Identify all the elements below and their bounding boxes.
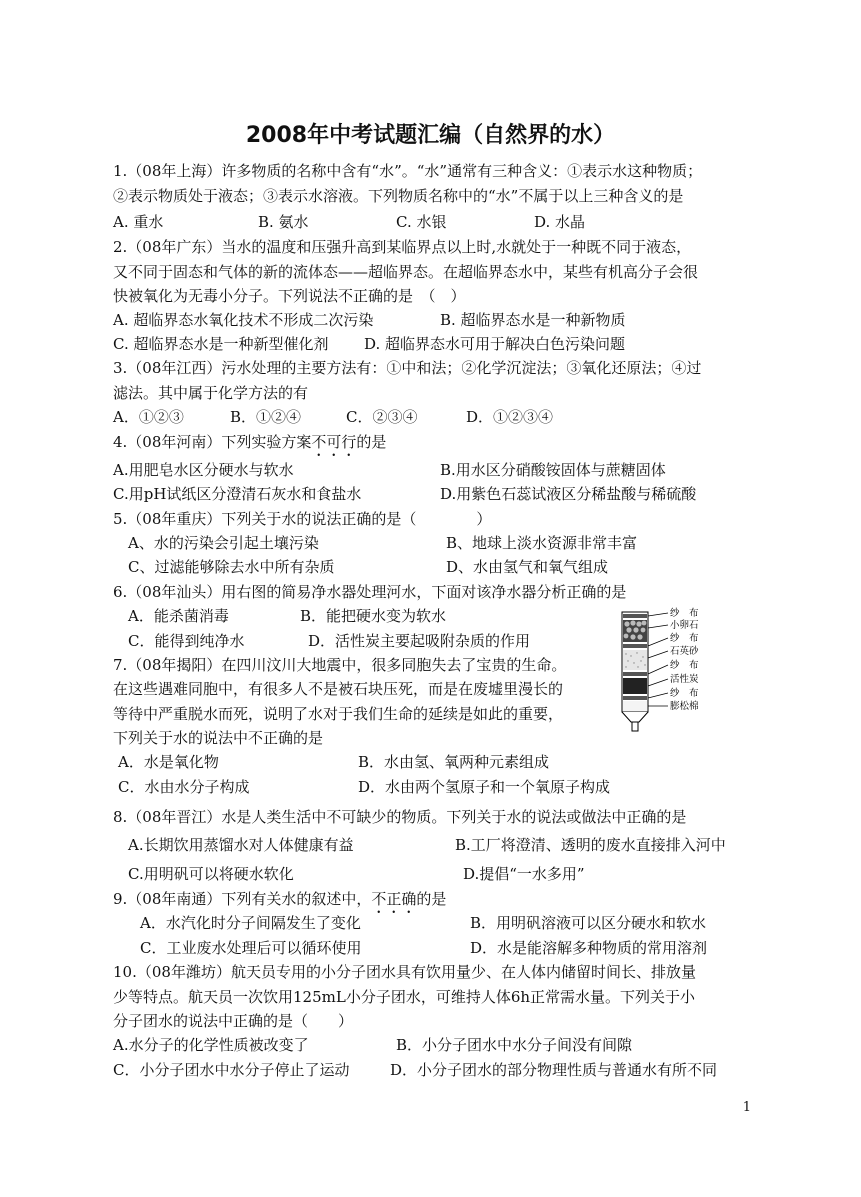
q1-option-c: C. 水银 xyxy=(396,213,447,231)
q4-stem-post: 的是 xyxy=(356,433,387,451)
gauze-layer-3 xyxy=(623,672,647,676)
q10-option-a: A.水分子的化学性质被改变了 xyxy=(113,1036,309,1054)
q6-option-a: A．能杀菌消毒 xyxy=(128,607,229,625)
figure-label-8: 膨松棉 xyxy=(670,701,699,712)
q10-stem-line-2: 少等特点。航天员一次饮用125mL小分子团水，可维持人体6h正常需水量。下列关于小 xyxy=(113,988,696,1006)
q8-stem: 8.（08年晋江）水是人类生活中不可缺少的物质。下列关于水的说法或做法中正确的是 xyxy=(113,808,687,826)
q1-option-a: A. 重水 xyxy=(113,213,164,231)
q8-option-d: D.提倡“一水多用” xyxy=(463,865,585,883)
q7-option-d: D．水由两个氢原子和一个氧原子构成 xyxy=(358,778,611,796)
q10-option-b: B．小分子团水中水分子间没有间隙 xyxy=(396,1036,633,1054)
q10-option-c: C．小分子团水中水分子停止了运动 xyxy=(113,1061,350,1079)
q1-option-b: B. 氨水 xyxy=(258,213,309,231)
q2-option-a: A. 超临界态水氧化技术不形成二次污染 xyxy=(113,311,374,329)
q7-stem-line-1: 7.（08年揭阳）在四川汶川大地震中，很多同胞失去了宝贵的生命。 xyxy=(113,656,567,674)
figure-label-5: 纱 布 xyxy=(670,660,699,671)
q4-option-a: A.用肥皂水区分硬水与软水 xyxy=(113,461,294,479)
q9-stem-pre: 9.（08年南通）下列有关水的叙述中， xyxy=(113,890,372,908)
q4-stem-emphasis: 不可行 xyxy=(311,433,357,451)
q3-option-b: B．①②④ xyxy=(230,408,302,426)
q2-option-c: C. 超临界态水是一种新型催化剂 xyxy=(113,335,329,353)
q3-stem-line-1: 3.（08年江西）污水处理的主要方法有：①中和法；②化学沉淀法；③氧化还原法；④过 xyxy=(113,359,702,377)
q5-option-c: C、过滤能够除去水中所有杂质 xyxy=(128,558,335,576)
q4-option-b: B.用水区分硝酸铵固体与蔗糖固体 xyxy=(440,461,666,479)
q2-option-d: D. 超临界态水可用于解决白色污染问题 xyxy=(364,335,626,353)
q4-option-c: C.用pH试纸区分澄清石灰水和食盐水 xyxy=(113,485,362,503)
q6-option-b: B．能把硬水变为软水 xyxy=(300,607,447,625)
q7-stem-line-3: 等待中严重脱水而死，说明了水对于我们生命的延续是如此的重要， xyxy=(113,705,564,723)
q9-option-a: A．水汽化时分子间隔发生了变化 xyxy=(140,914,361,932)
q7-option-a: A．水是氧化物 xyxy=(118,753,219,771)
q1-stem-line-1: 1.（08年上海）许多物质的名称中含有“水”。“水”通常有三种含义：①表示水这种物质； xyxy=(113,162,703,180)
outlet-tube xyxy=(632,722,638,731)
q4-stem-pre: 4.（08年河南）下列实验方案 xyxy=(113,433,312,451)
q6-option-c: C．能得到纯净水 xyxy=(128,632,245,650)
q3-option-c: C．②③④ xyxy=(346,408,418,426)
q10-stem-line-1: 10.（08年潍坊）航天员专用的小分子团水具有饮用量少、在人体内储留时间长、排放量 xyxy=(113,963,696,981)
q5-stem: 5.（08年重庆）下列关于水的说法正确的是（ ） xyxy=(113,510,492,528)
q1-stem-line-2: ②表示物质处于液态；③表示水溶液。下列物质名称中的“水”不属于以上三种含义的是 xyxy=(113,187,684,205)
q9-stem-post: 的是 xyxy=(416,890,447,908)
q7-option-c: C．水由水分子构成 xyxy=(118,778,250,796)
figure-label-3: 纱 布 xyxy=(670,633,699,644)
q3-option-d: D．①②③④ xyxy=(466,408,554,426)
q4-option-d: D.用紫色石蕊试液区分稀盐酸与稀硫酸 xyxy=(440,485,697,503)
activated-carbon-layer xyxy=(623,678,647,694)
q5-option-d: D、水由氢气和氧气组成 xyxy=(446,558,609,576)
q9-option-b: B．用明矾溶液可以区分硬水和软水 xyxy=(470,914,707,932)
q7-stem-line-4: 下列关于水的说法中不正确的是 xyxy=(113,729,324,747)
figure-label-2: 小卵石 xyxy=(670,620,699,631)
leader-lines xyxy=(648,613,668,706)
gauze-layer-4 xyxy=(623,696,647,700)
q5-option-a: A、水的污染会引起土壤污染 xyxy=(128,534,319,552)
q1-option-d: D. 水晶 xyxy=(534,213,586,231)
q9-option-c: C．工业废水处理后可以循环使用 xyxy=(140,939,362,957)
q8-option-b: B.工厂将澄清、透明的废水直接排入河中 xyxy=(455,836,726,854)
q6-option-d: D．活性炭主要起吸附杂质的作用 xyxy=(308,632,531,650)
cotton-layer xyxy=(623,701,647,711)
figure-label-7: 纱 布 xyxy=(670,688,699,699)
q3-option-a: A．①②③ xyxy=(113,408,184,426)
q10-option-d: D．小分子团水的部分物理性质与普通水有所不同 xyxy=(390,1061,718,1079)
gauze-layer-2 xyxy=(623,644,647,648)
figure-label-4: 石英砂 xyxy=(670,646,699,657)
water-filter-figure xyxy=(618,606,740,741)
q2-stem-line-1: 2.（08年广东）当水的温度和压强升高到某临界点以上时,水就处于一种既不同于液态， xyxy=(113,238,692,256)
q6-stem: 6.（08年汕头）用右图的简易净水器处理河水，下面对该净水器分析正确的是 xyxy=(113,583,627,601)
q7-option-b: B．水由氢、氧两种元素组成 xyxy=(358,753,550,771)
figure-label-1: 纱 布 xyxy=(670,608,699,619)
figure-label-6: 活性炭 xyxy=(670,674,699,685)
page-number: 1 xyxy=(742,1100,751,1115)
q9-option-d: D．水是能溶解多种物质的常用溶剂 xyxy=(470,939,708,957)
q8-option-c: C.用明矾可以将硬水软化 xyxy=(128,865,294,883)
q8-option-a: A.长期饮用蒸馏水对人体健康有益 xyxy=(128,836,354,854)
q5-option-b: B、地球上淡水资源非常丰富 xyxy=(446,534,638,552)
gauze-layer-1 xyxy=(623,614,647,618)
q9-stem-emphasis: 不正确 xyxy=(371,890,417,908)
q2-option-b: B. 超临界态水是一种新物质 xyxy=(440,311,626,329)
q2-stem-line-2: 又不同于固态和气体的新的流体态——超临界态。在超临界态水中，某些有机高分子会很 xyxy=(113,263,699,281)
q10-stem-line-3: 分子团水的说法中正确的是（ ） xyxy=(113,1012,354,1030)
q4-stem xyxy=(113,430,386,460)
q7-stem-line-2: 在这些遇难同胞中，有很多人不是被石块压死，而是在废墟里漫长的 xyxy=(113,680,564,698)
page-title: 2008年中考试题汇编（自然界的水） xyxy=(245,123,616,148)
filter-column xyxy=(622,612,648,731)
q2-stem-line-3: 快被氧化为无毒小分子。下列说法不正确的是 （ ） xyxy=(113,287,466,305)
q3-stem-line-2: 滤法。其中属于化学方法的有 xyxy=(113,384,309,402)
